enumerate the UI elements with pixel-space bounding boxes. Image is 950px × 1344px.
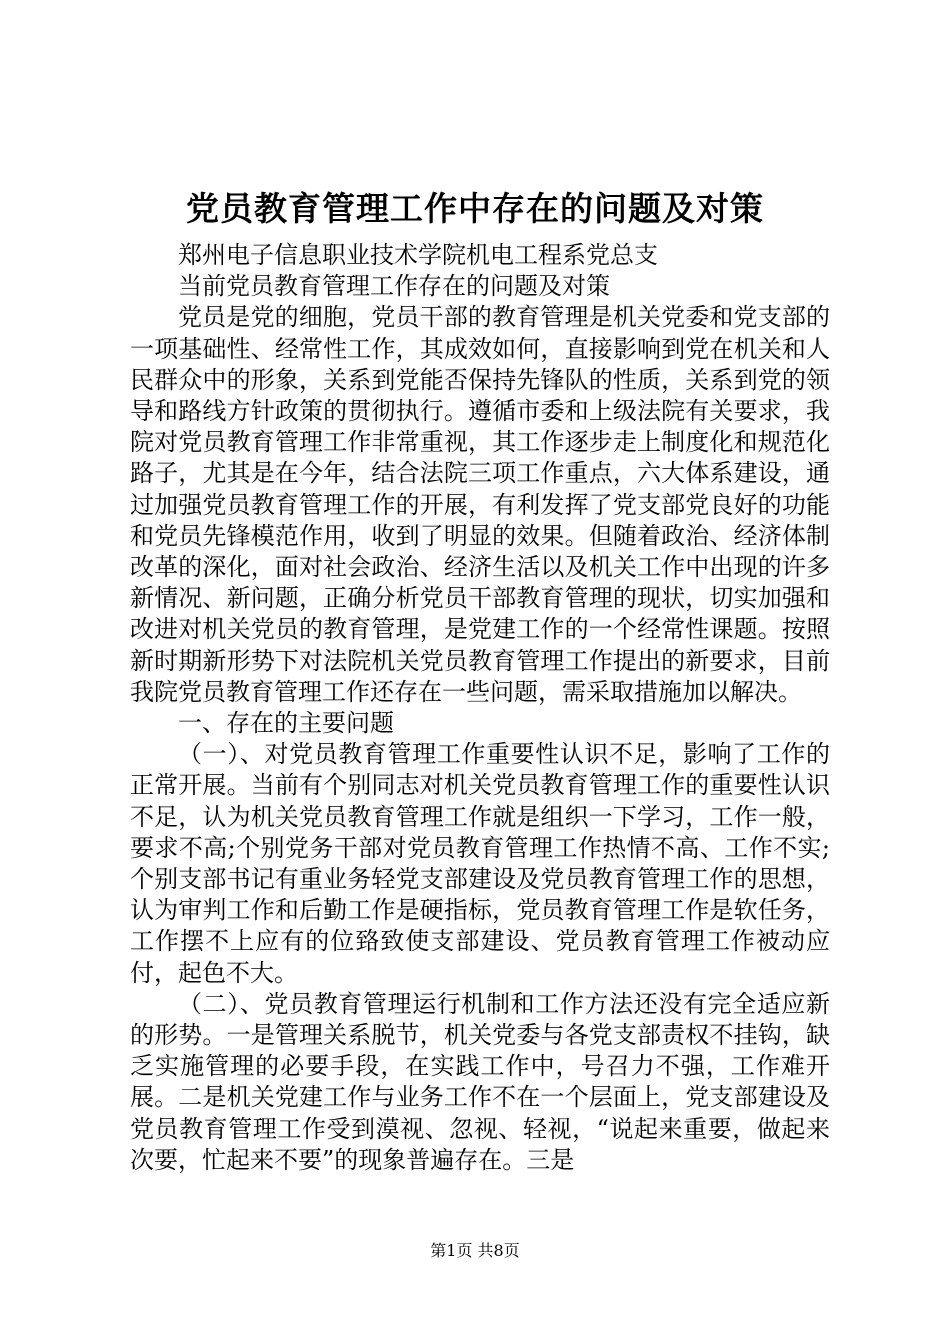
page-footer: 第1页 共8页 xyxy=(430,1241,520,1260)
body-paragraph: （二）、党员教育管理运行机制和工作方法还没有完全适应新的形势。一是管理关系脱节，机关党委与各党支部责权不挂钩，缺乏实施管理的必要手段，在实践工作中，号召力不强，工作难开展。二是机关党建工作与业务工作不在一个层面上，党支部建设及党员教育管理工作受到漠视、忽视、轻视，“说起来重要，做起来次要，忙起来不要”的现象普遍存在。三是 xyxy=(130,989,830,1174)
document-title: 党员教育管理工作中存在的问题及对策 xyxy=(186,189,764,228)
body-paragraph: 党员是党的细胞，党员干部的教育管理是机关党委和党支部的一项基础性、经常性工作，其成效如何，直接影响到党在机关和人民群众中的形象，关系到党能否保持先锋队的性质，关系到党的领导和路线方针政策的贯彻执行。遵循市委和上级法院有关要求，我院对党员教育管理工作非常重视，其工作逐步走上制度化和规范化路子，尤其是在今年，结合法院三项工作重点，六大体系建设，通过加强党员教育管理工作的开展，有利发挥了党支部党良好的功能和党员先锋模范作用，收到了明显的效果。但随着政治、经济体制改革的深化，面对社会政治、经济生活以及机关工作中出现的许多新情况、新问题，正确分析党员干部教育管理的现状，切实加强和改进对机关党员的教育管理，是党建工作的一个经常性课题。按照新时期新形势下对法院机关党员教育管理工作提出的新要求，目前我院党员教育管理工作还存在一些问题，需采取措施加以解决。 xyxy=(130,303,830,706)
body-paragraph: （一）、对党员教育管理工作重要性认识不足，影响了工作的正常开展。当前有个别同志对机关党员教育管理工作的重要性认识不足，认为机关党员教育管理工作就是组织一下学习，工作一般，要求不高;个别党务干部对党员教育管理工作热情不高、工作不实;个别支部书记有重业务轻党支部建设及党员教育管理工作的思想，认为审判工作和后勤工作是硬指标，党员教育管理工作是软任务，工作摆不上应有的位臵致使支部建设、党员教育管理工作被动应付，起色不大。 xyxy=(130,740,830,987)
subtitle-line: 当前党员教育管理工作存在的问题及对策 xyxy=(178,272,610,301)
section-heading: 一、存在的主要问题 xyxy=(178,709,394,738)
document-body xyxy=(130,240,830,1176)
author-line: 郑州电子信息职业技术学院机电工程系党总支 xyxy=(178,241,658,269)
